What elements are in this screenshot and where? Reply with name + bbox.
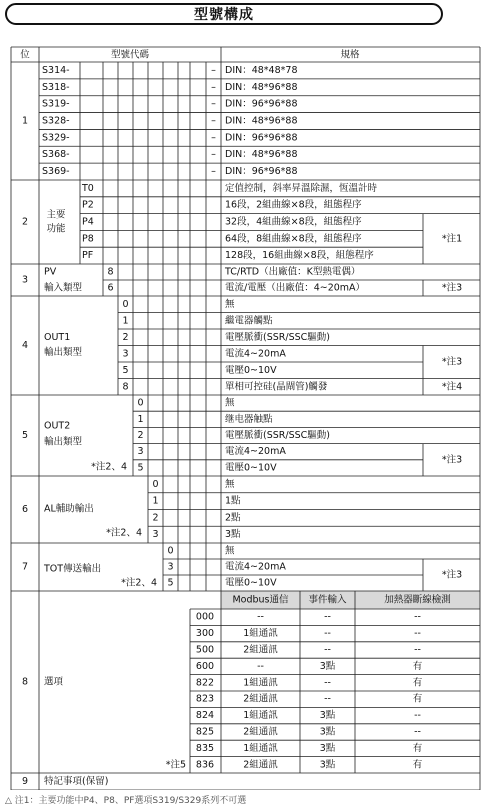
s1-dash-5: – (211, 149, 216, 161)
s4-label2: 輸出類型 (44, 347, 83, 358)
s8-modbus-7: 2組通訊 (243, 726, 278, 738)
s2-spec-3: 64段，8組曲線×8段，組態程序 (225, 233, 362, 245)
s8-modbus-5: 2組通訊 (243, 693, 278, 705)
header-pos: 位 (20, 49, 30, 61)
s8-event-9: 3點 (319, 759, 336, 771)
s3-label2: 輸入類型 (44, 282, 83, 294)
s5-code-0: 0 (137, 397, 144, 409)
s2-spec-0: 定值控制，斜率昇溫除濕，恆溫計時 (225, 182, 378, 194)
s7-code-2: 5 (167, 577, 174, 589)
s8-header-1: 事件輸入 (308, 594, 347, 606)
s2-label2: 功能 (46, 223, 66, 235)
s7-label1: TOT傳送輸出 (44, 563, 102, 575)
s8-heater-5: 有 (412, 693, 423, 705)
s6-code-1: 1 (152, 495, 159, 507)
s3-spec-0: TC/RTD（出廠值：K型熱電偶） (225, 266, 361, 278)
s3-code-0: 8 (107, 266, 114, 278)
s6-no: 6 (21, 504, 29, 515)
s1-dash-1: – (211, 81, 216, 93)
s1-dash-0: – (211, 64, 216, 76)
s1-dash-3: – (211, 115, 216, 127)
s4-spec-4: 電壓0~10V (225, 364, 277, 376)
s1-dash-4: – (211, 132, 216, 144)
s6-spec-0: 無 (225, 478, 235, 490)
s7-code-1: 3 (167, 561, 174, 573)
s8-event-7: 3點 (319, 726, 336, 738)
s2-spec-2: 32段，4組曲線×8段，組態程序 (225, 216, 362, 228)
s8-event-5: -- (324, 693, 331, 705)
s8-no: 8 (21, 676, 29, 688)
s2-code-4: PF (82, 250, 94, 262)
s2-spec-1: 16段，2組曲線×8段，組態程序 (225, 199, 362, 211)
s4-code-5: 8 (122, 381, 129, 393)
s2-no: 2 (21, 216, 29, 228)
s5-label3: *注2、4 (91, 461, 127, 473)
s3-no: 3 (21, 274, 29, 286)
s8-code-4: 822 (195, 677, 215, 689)
s8-code-2: 500 (195, 644, 215, 656)
s6-code-0: 0 (152, 478, 159, 490)
s6-spec-2: 2點 (225, 512, 241, 524)
footnote: △ 注1：主要功能中P4、P8、PF選項S319/S329系列不可選 (5, 796, 247, 806)
s1-code-5: S368- (42, 149, 70, 161)
s5-label2: 輸出類型 (44, 436, 83, 448)
s2-code-2: P4 (82, 216, 94, 228)
s8-event-4: -- (324, 677, 331, 689)
s4-no: 4 (21, 340, 29, 351)
s8-code-6: 824 (195, 710, 215, 722)
s8-event-6: 3點 (319, 710, 336, 722)
s6-code-2: 2 (152, 512, 159, 524)
s1-no: 1 (21, 115, 29, 127)
s6-label1: AL輔助輸出 (44, 503, 94, 515)
s6-spec-3: 3點 (225, 529, 241, 541)
s5-code-4: 5 (137, 462, 144, 474)
s8-event-8: 3點 (319, 742, 336, 754)
s4-code-2: 2 (122, 331, 129, 343)
s8-modbus-2: 2組通訊 (243, 644, 278, 656)
s4-spec-5: 單相可控硅(晶閘管)觸發 (225, 381, 328, 393)
s2-code-1: P2 (82, 199, 94, 211)
s8-header-0: Modbus通信 (232, 594, 289, 606)
s2-note: *注1 (441, 233, 463, 245)
s1-spec-2: DIN：96*96*88 (225, 98, 298, 110)
s6-label2: *注2、4 (106, 527, 142, 539)
s5-note: *注3 (441, 454, 463, 466)
header-spec: 規格 (340, 49, 360, 61)
s4-note-a: *注3 (441, 356, 463, 368)
s1-code-3: S328- (42, 115, 70, 127)
s8-event-3: 3點 (319, 660, 336, 672)
s8-code-3: 600 (195, 660, 215, 672)
s5-spec-0: 無 (225, 397, 235, 409)
s1-dash-2: – (211, 98, 216, 110)
s5-code-1: 1 (137, 413, 144, 425)
s4-spec-0: 無 (225, 298, 235, 310)
s1-spec-5: DIN：48*96*88 (225, 149, 298, 161)
s9-no: 9 (21, 776, 29, 787)
s4-code-4: 5 (122, 364, 129, 376)
s8-code-7: 825 (195, 726, 215, 738)
table-text (20, 49, 462, 788)
s8-modbus-9: 2組通訊 (243, 759, 278, 771)
page-title: 型號構成 (194, 7, 254, 23)
s5-label1: OUT2 (44, 420, 71, 432)
s8-heater-4: 有 (412, 677, 423, 689)
s8-modbus-3: -- (257, 660, 264, 672)
s3-spec-1: 電流/電壓（出廠值：4~20mA） (225, 282, 366, 294)
s7-spec-0: 無 (225, 545, 235, 557)
s8-heater-6: -- (414, 710, 421, 722)
s1-code-1: S318- (42, 81, 70, 93)
s4-code-1: 1 (122, 315, 129, 327)
s8-code-9: 836 (195, 759, 215, 771)
s1-code-6: S369- (42, 166, 70, 178)
s7-code-0: 0 (167, 545, 174, 557)
s2-spec-4: 128段，16組曲線×8段，組態程序 (225, 250, 374, 262)
s8-heater-2: -- (414, 644, 421, 656)
s2-label1: 主要 (46, 209, 66, 221)
s1-code-0: S314- (42, 64, 70, 76)
s8-code-1: 300 (195, 628, 215, 640)
s5-no: 5 (21, 430, 29, 441)
s3-code-1: 6 (107, 282, 114, 294)
s8-label: 選項 (44, 676, 64, 688)
s1-code-2: S319- (42, 98, 70, 110)
s5-spec-1: 继电器触點 (225, 413, 273, 425)
s1-spec-4: DIN：96*96*88 (225, 132, 298, 144)
s8-code-0: 000 (195, 611, 215, 623)
s6-code-3: 3 (152, 529, 159, 541)
s5-code-2: 2 (137, 430, 144, 441)
s4-code-3: 3 (122, 348, 129, 360)
s8-heater-3: 有 (412, 660, 423, 672)
s8-heater-1: -- (414, 628, 421, 640)
s8-header-2: 加熱器斷線檢測 (384, 594, 451, 606)
s1-dash-6: – (211, 166, 216, 178)
s4-note-b: *注4 (441, 381, 463, 393)
s8-event-0: -- (324, 611, 331, 623)
s6-spec-1: 1點 (225, 495, 241, 507)
s8-event-1: -- (324, 628, 331, 640)
s1-spec-3: DIN：48*96*88 (225, 115, 298, 127)
s8-heater-0: -- (414, 611, 421, 623)
s8-modbus-1: 1組通訊 (243, 628, 278, 640)
s4-spec-2: 電壓脈衝(SSR/SSC驅動) (225, 331, 330, 343)
s8-modbus-8: 1組通訊 (243, 742, 278, 754)
s1-spec-6: DIN：96*96*88 (225, 166, 298, 178)
s2-code-0: T0 (82, 182, 94, 194)
s8-modbus-0: -- (257, 611, 264, 623)
s8-code-8: 835 (195, 742, 215, 754)
s8-heater-7: -- (414, 726, 421, 738)
s1-spec-0: DIN：48*48*78 (225, 64, 298, 76)
s1-code-4: S329- (42, 132, 70, 144)
s4-spec-3: 電流4~20mA (225, 348, 286, 360)
s5-spec-2: 電壓脈衝(SSR/SSC驅動) (225, 430, 330, 441)
s4-code-0: 0 (122, 298, 129, 310)
s8-note: *注5 (165, 759, 186, 771)
s7-no: 7 (21, 561, 29, 573)
s8-modbus-6: 1組通訊 (243, 710, 278, 722)
s1-spec-1: DIN：48*96*88 (225, 81, 298, 93)
s3-label1: PV (44, 266, 57, 278)
s8-event-2: -- (324, 644, 331, 656)
s2-code-3: P8 (82, 233, 94, 245)
s5-spec-4: 電壓0~10V (225, 462, 277, 474)
s4-label1: OUT1 (44, 332, 71, 343)
s5-code-3: 3 (137, 446, 144, 458)
s9-label: 特記事項(保留) (44, 776, 109, 787)
s4-spec-1: 繼電器觸點 (225, 315, 273, 327)
s7-note: *注3 (441, 569, 463, 581)
header-code: 型號代碼 (110, 49, 150, 61)
s8-modbus-4: 1組通訊 (243, 677, 278, 689)
s5-spec-3: 電流4~20mA (225, 446, 286, 458)
s7-spec-1: 電流4~20mA (225, 561, 286, 573)
s3-note: *注3 (441, 282, 463, 294)
s7-label2: *注2、4 (121, 577, 157, 589)
s8-heater-9: 有 (412, 759, 423, 771)
s8-heater-8: 有 (412, 742, 423, 754)
s7-spec-2: 電壓0~10V (225, 577, 277, 589)
s8-code-5: 823 (195, 693, 215, 705)
